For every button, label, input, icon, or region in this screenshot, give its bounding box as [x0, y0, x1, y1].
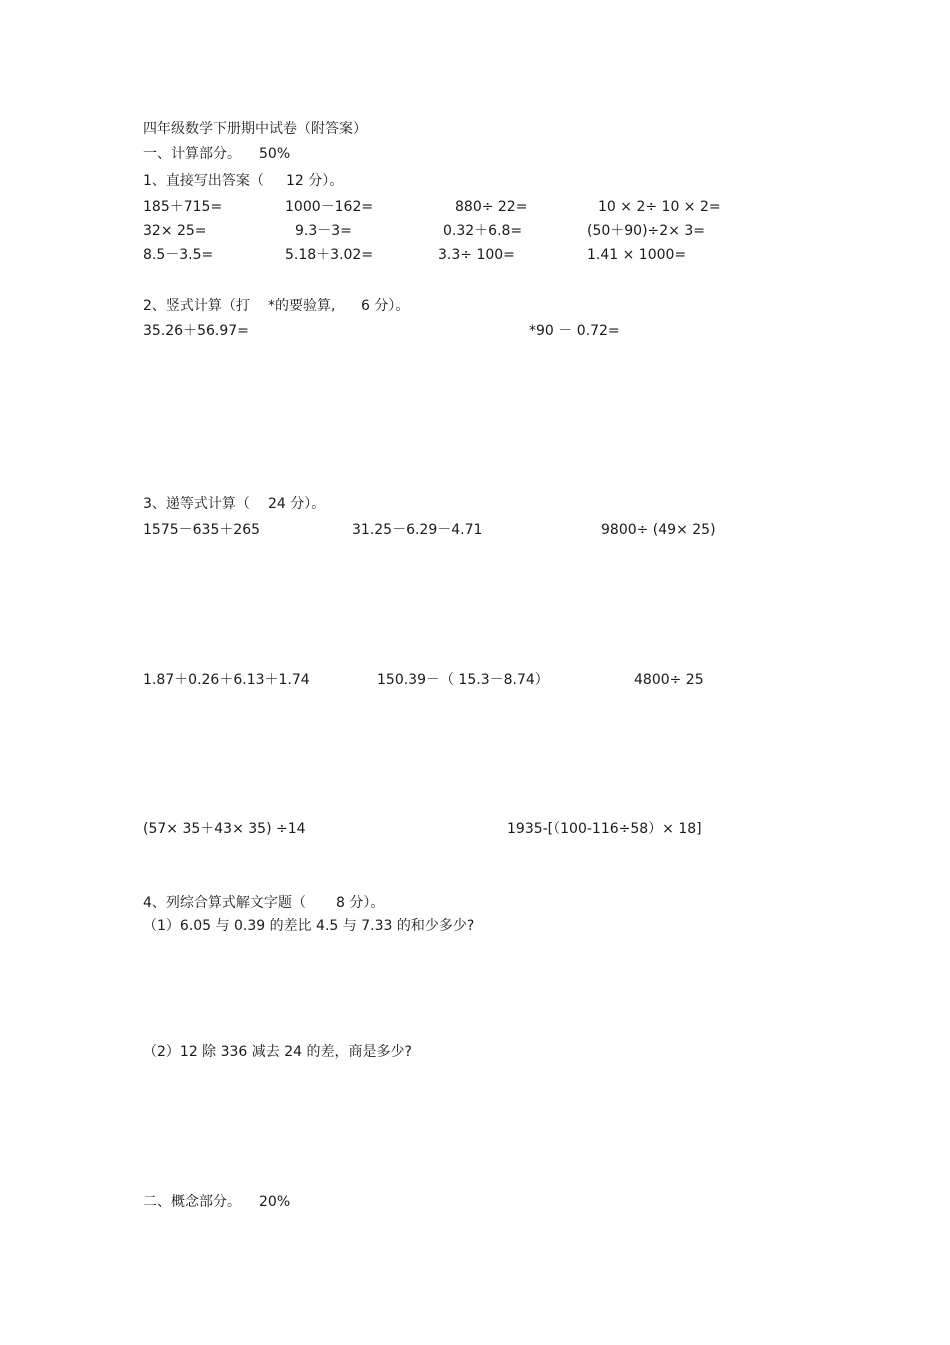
- q2-heading-note: *的要验算,: [268, 298, 336, 314]
- q1-item: (50＋90)÷2× 3=: [587, 223, 706, 239]
- q4-points: 8 分）。: [336, 895, 385, 911]
- q4-item: （2）12 除 336 减去 24 的差，商是多少?: [143, 1044, 412, 1060]
- q1-item: 5.18＋3.02=: [285, 247, 374, 263]
- part1-percent: 50%: [259, 146, 291, 162]
- q1-item: 0.32＋6.8=: [443, 223, 523, 239]
- q3-item: 31.25－6.29－4.71: [352, 522, 483, 538]
- q1-heading: 1、直接写出答案（: [143, 173, 264, 189]
- q3-heading: 3、递等式计算（: [143, 496, 250, 512]
- q1-item: 880÷ 22=: [455, 199, 528, 215]
- q3-item: (57× 35＋43× 35) ÷14: [143, 821, 306, 837]
- q1-item: 3.3÷ 100=: [438, 247, 515, 263]
- q1-item: 1.41 × 1000=: [587, 247, 687, 263]
- q1-item: 9.3－3=: [295, 223, 352, 239]
- q3-item: 9800÷ (49× 25): [601, 522, 716, 538]
- q1-item: 10 × 2÷ 10 × 2=: [598, 199, 721, 215]
- q2-points: 6 分）。: [361, 298, 410, 314]
- q1-item: 8.5－3.5=: [143, 247, 214, 263]
- q3-item: 150.39－（ 15.3－8.74）: [377, 672, 549, 688]
- q4-item: （1）6.05 与 0.39 的差比 4.5 与 7.33 的和少多少?: [143, 918, 475, 934]
- q4-heading: 4、列综合算式解文字题（: [143, 895, 306, 911]
- part2-heading: 二、概念部分。: [143, 1194, 241, 1210]
- q2-heading: 2、竖式计算（打: [143, 298, 250, 314]
- exam-title: 四年级数学下册期中试卷（附答案）: [143, 121, 367, 137]
- q3-item: 1575－635＋265: [143, 522, 261, 538]
- q1-item: 32× 25=: [143, 223, 207, 239]
- q1-item: 185＋715=: [143, 199, 223, 215]
- q2-item: *90 － 0.72=: [529, 323, 620, 339]
- q1-points: 12 分）。: [286, 173, 344, 189]
- q3-item: 4800÷ 25: [634, 672, 704, 688]
- q2-item: 35.26＋56.97=: [143, 323, 249, 339]
- part2-percent: 20%: [259, 1194, 291, 1210]
- q3-item: 1935-[（100-116÷58）× 18]: [507, 821, 702, 837]
- part1-heading: 一、计算部分。: [143, 146, 241, 162]
- q3-item: 1.87＋0.26＋6.13＋1.74: [143, 672, 310, 688]
- q3-points: 24 分）。: [268, 496, 326, 512]
- q1-item: 1000－162=: [285, 199, 374, 215]
